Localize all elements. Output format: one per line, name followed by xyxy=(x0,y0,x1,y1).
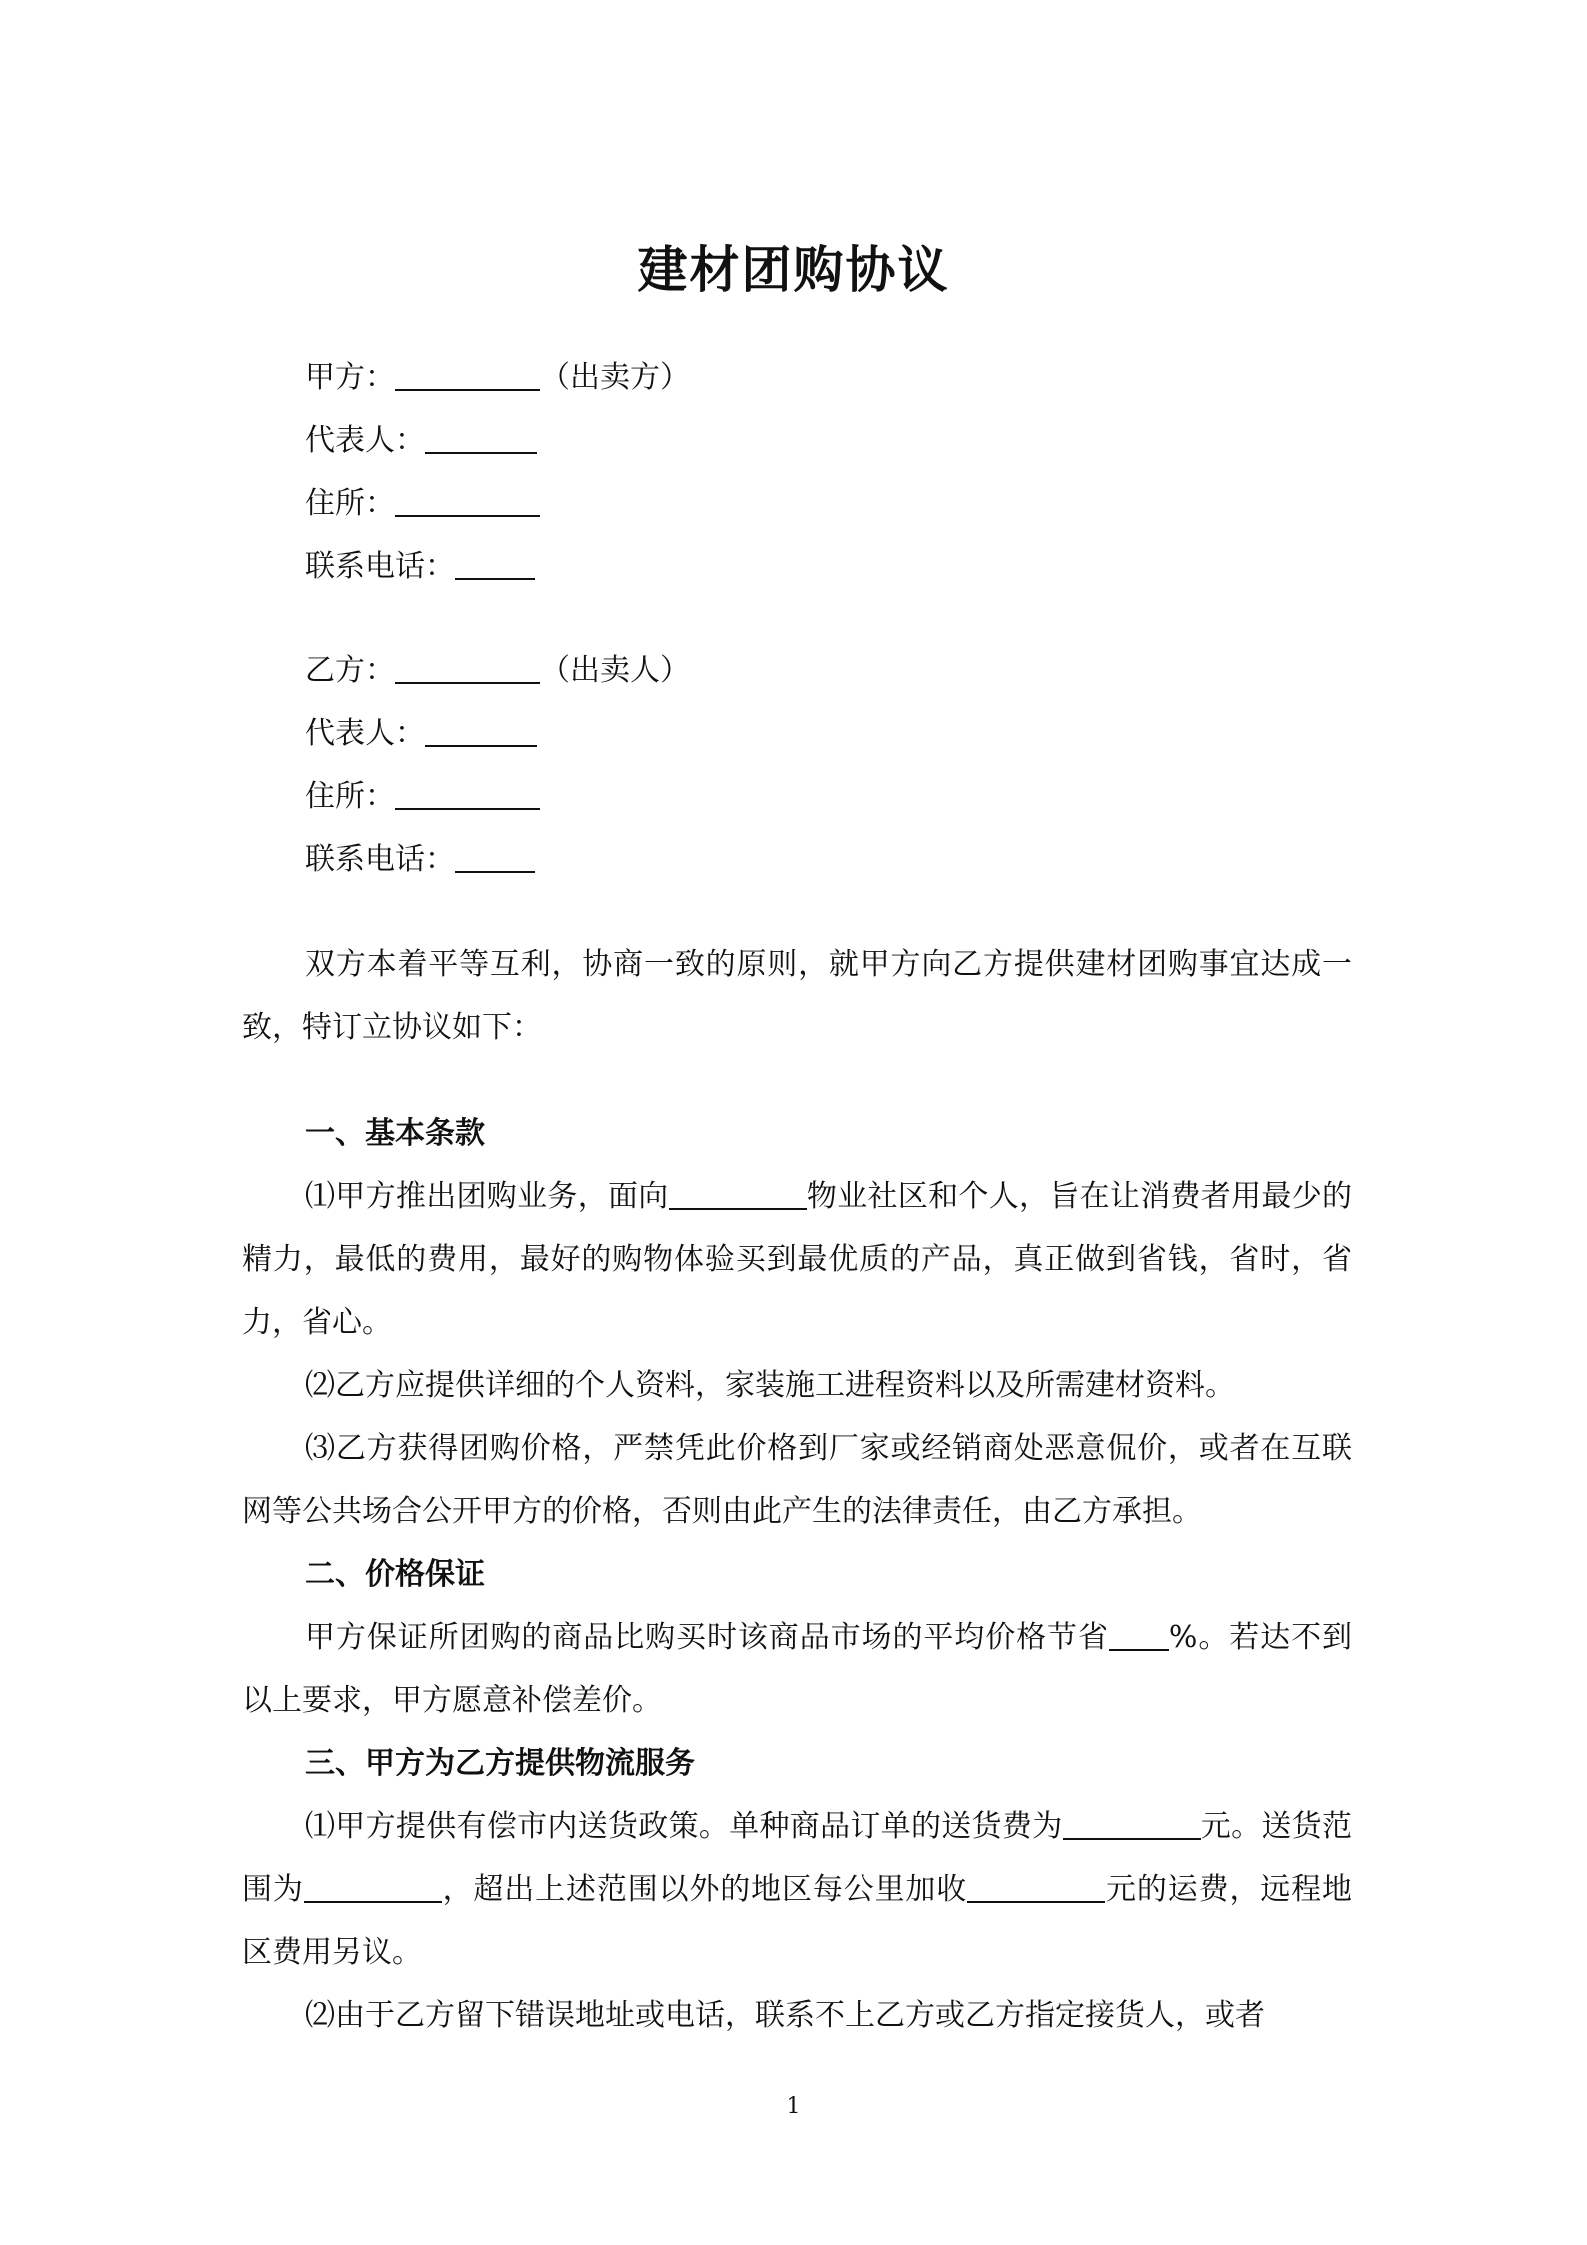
delivery-fee-blank xyxy=(1063,1808,1201,1840)
section-2-heading: 二、价格保证 xyxy=(305,1557,485,1592)
party-b-rep-line xyxy=(305,714,537,754)
party-a-name-blank xyxy=(395,359,540,391)
party-b-phone-label: 联系电话： xyxy=(305,842,455,877)
party-b-phone-blank xyxy=(455,841,535,873)
party-a-rep-label: 代表人： xyxy=(305,423,425,458)
party-a-name-suffix: （出卖方） xyxy=(540,360,690,395)
community-blank xyxy=(669,1178,807,1210)
section-1-p1-text-b: 物业社区和个人，旨在让消费者用最少的精力，最低的费用，最好的购物体验买到最优质的产品，真正做到省钱，省时，省力，省心。 xyxy=(242,1179,1353,1340)
party-a-phone-blank xyxy=(455,548,535,580)
party-a-phone-line xyxy=(305,547,535,587)
section-3-p1-text-b: 元。送货范围为 xyxy=(242,1809,1353,1907)
party-b-addr-line xyxy=(305,777,540,817)
section-2-paragraph-1 xyxy=(242,1606,1352,1732)
party-b-name-line xyxy=(305,651,690,691)
intro-paragraph: 双方本着平等互利，协商一致的原则，就甲方向乙方提供建材团购事宜达成一致，特订立协议如下： xyxy=(242,947,1352,1045)
section-3-p1-text-c: ，超出上述范围以外的地区每公里加收 xyxy=(441,1872,968,1907)
party-a-phone-label: 联系电话： xyxy=(305,549,455,584)
section-1-paragraph-3: ⑶乙方获得团购价格，严禁凭此价格到厂家或经销商处恶意侃价，或者在互联网等公共场合公开甲方的价格，否则由此产生的法律责任，由乙方承担。 xyxy=(242,1431,1352,1529)
party-a-name-label: 甲方： xyxy=(305,360,395,395)
party-b-addr-label: 住所： xyxy=(305,779,395,814)
party-b-name-label: 乙方： xyxy=(305,653,395,688)
party-b-phone-line xyxy=(305,840,535,880)
section-3-p1-text-a: ⑴甲方提供有偿市内送货政策。单种商品订单的送货费为 xyxy=(305,1809,1063,1844)
party-b-rep-label: 代表人： xyxy=(305,716,425,751)
party-b-name-suffix: （出卖人） xyxy=(540,653,690,688)
party-b-rep-blank xyxy=(425,715,537,747)
party-a-addr-line xyxy=(305,484,540,524)
savings-percent-blank xyxy=(1109,1619,1169,1651)
party-a-rep-line xyxy=(305,421,537,461)
section-3-p1-text-d: 元的运费，远程地区费用另议。 xyxy=(242,1872,1353,1970)
party-b-name-blank xyxy=(395,652,540,684)
party-b-addr-blank xyxy=(395,778,540,810)
section-3-paragraph-2: ⑵由于乙方留下错误地址或电话，联系不上乙方或乙方指定接货人，或者 xyxy=(305,1998,1265,2033)
section-1-paragraph-1 xyxy=(242,1165,1352,1354)
document-title: 建材团购协议 xyxy=(637,240,950,299)
party-a-addr-label: 住所： xyxy=(305,486,395,521)
section-1-heading: 一、基本条款 xyxy=(305,1116,485,1151)
party-a-rep-blank xyxy=(425,422,537,454)
page-number: 1 xyxy=(786,2094,801,2119)
section-3-paragraph-1 xyxy=(242,1795,1352,1984)
delivery-range-blank xyxy=(304,1871,442,1903)
party-a-addr-blank xyxy=(395,485,540,517)
section-3-heading: 三、甲方为乙方提供物流服务 xyxy=(305,1746,695,1781)
section-2-p1-text-b: %。若达不到以上要求，甲方愿意补偿差价。 xyxy=(242,1620,1352,1718)
section-2-p1-text-a: 甲方保证所团购的商品比购买时该商品市场的平均价格节省 xyxy=(305,1620,1109,1655)
section-1-p1-text-a: ⑴甲方推出团购业务，面向 xyxy=(305,1179,669,1214)
party-a-name-line xyxy=(305,358,690,398)
section-1-paragraph-2: ⑵乙方应提供详细的个人资料，家装施工进程资料以及所需建材资料。 xyxy=(305,1368,1235,1403)
per-km-fee-blank xyxy=(967,1871,1105,1903)
